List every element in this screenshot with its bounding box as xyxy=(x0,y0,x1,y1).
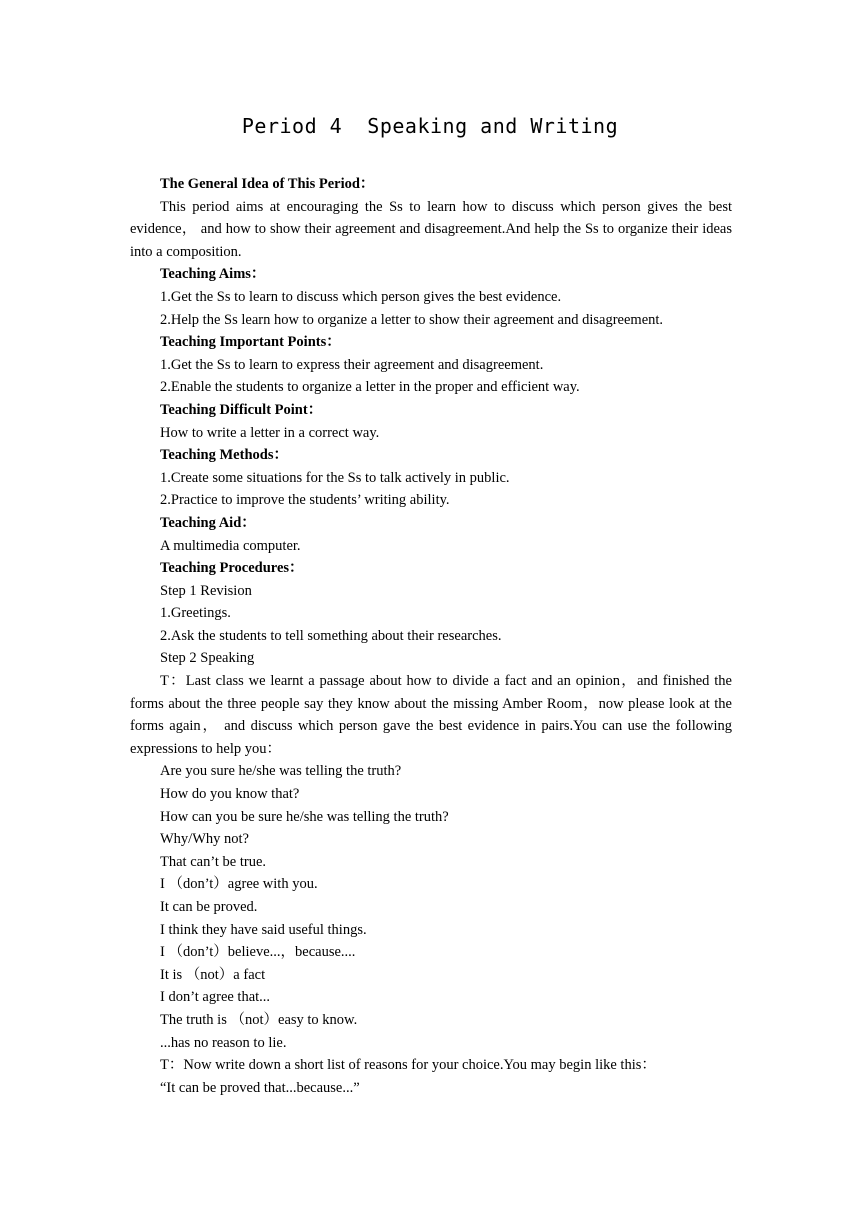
teaching-aim-item: 2.Help the Ss learn how to organize a letter to show their agreement and disagreement. xyxy=(160,311,664,328)
important-point-item: 1.Get the Ss to learn to express their agreement and disagreement. xyxy=(160,356,544,373)
difficult-point-heading: Teaching Difficult Point： xyxy=(160,401,323,418)
teaching-aid-heading: Teaching Aid： xyxy=(160,514,256,531)
expression-item: I （don’t）believe...，because.... xyxy=(160,944,356,961)
expression-item: That can’t be true. xyxy=(160,853,267,870)
general-idea-text: This period aims at encouraging the Ss to learn how to discuss which person gives the best evidence， and how to show their agreement and disagreement.And help the Ss to organize their ideas into a composition. xyxy=(130,198,732,260)
teaching-method-item: 1.Create some situations for the Ss to talk actively in public. xyxy=(160,469,510,486)
teaching-aid-text: A multimedia computer. xyxy=(160,537,301,554)
teaching-method-item: 2.Practice to improve the students’ writing ability. xyxy=(160,492,450,509)
expression-item: How can you be sure he/she was telling the truth? xyxy=(160,808,449,825)
expression-item: Why/Why not? xyxy=(160,831,249,848)
expression-item: I think they have said useful things. xyxy=(160,921,367,938)
teacher-instruction: T：Last class we learnt a passage about how to divide a fact and an opinion，and finished the forms about the three people say they know about the missing Amber Room，now please look at the forms again， and discuss which person gave the best evidence in pairs.You can use the following expressions to help you： xyxy=(130,673,732,757)
teaching-aims-heading: Teaching Aims： xyxy=(160,266,266,283)
step-item: 2.Ask the students to tell something about their researches. xyxy=(160,627,502,644)
expression-item: It can be proved. xyxy=(160,899,258,915)
page-title: Period 4 Speaking and Writing xyxy=(241,114,619,138)
teaching-aim-item: 1.Get the Ss to learn to discuss which person gives the best evidence. xyxy=(160,288,562,305)
step-item: 1.Greetings. xyxy=(160,605,231,622)
teacher-instruction: T：Now write down a short list of reasons for your choice.You may begin like this： xyxy=(160,1057,656,1074)
document-body xyxy=(130,173,732,1099)
expression-item: Are you sure he/she was telling the truth? xyxy=(160,763,402,780)
step-heading: Step 2 Speaking xyxy=(160,650,255,667)
difficult-point-text: How to write a letter in a correct way. xyxy=(160,424,380,441)
teaching-methods-heading: Teaching Methods： xyxy=(160,447,288,464)
expression-item: I （don’t）agree with you. xyxy=(160,876,318,893)
expression-item: The truth is （not）easy to know. xyxy=(160,1011,358,1028)
expression-item: How do you know that? xyxy=(160,786,300,803)
teaching-procedures-heading: Teaching Procedures： xyxy=(160,560,304,577)
expression-item: ...has no reason to lie. xyxy=(160,1034,287,1051)
expression-item: I don’t agree that... xyxy=(160,989,271,1006)
example-quote: “It can be proved that...because...” xyxy=(160,1079,360,1096)
step-heading: Step 1 Revision xyxy=(160,582,252,599)
important-point-item: 2.Enable the students to organize a letter in the proper and efficient way. xyxy=(160,379,580,396)
expression-item: It is （not）a fact xyxy=(160,966,266,983)
general-idea-heading: The General Idea of This Period： xyxy=(160,176,375,192)
important-points-heading: Teaching Important Points： xyxy=(160,334,341,351)
